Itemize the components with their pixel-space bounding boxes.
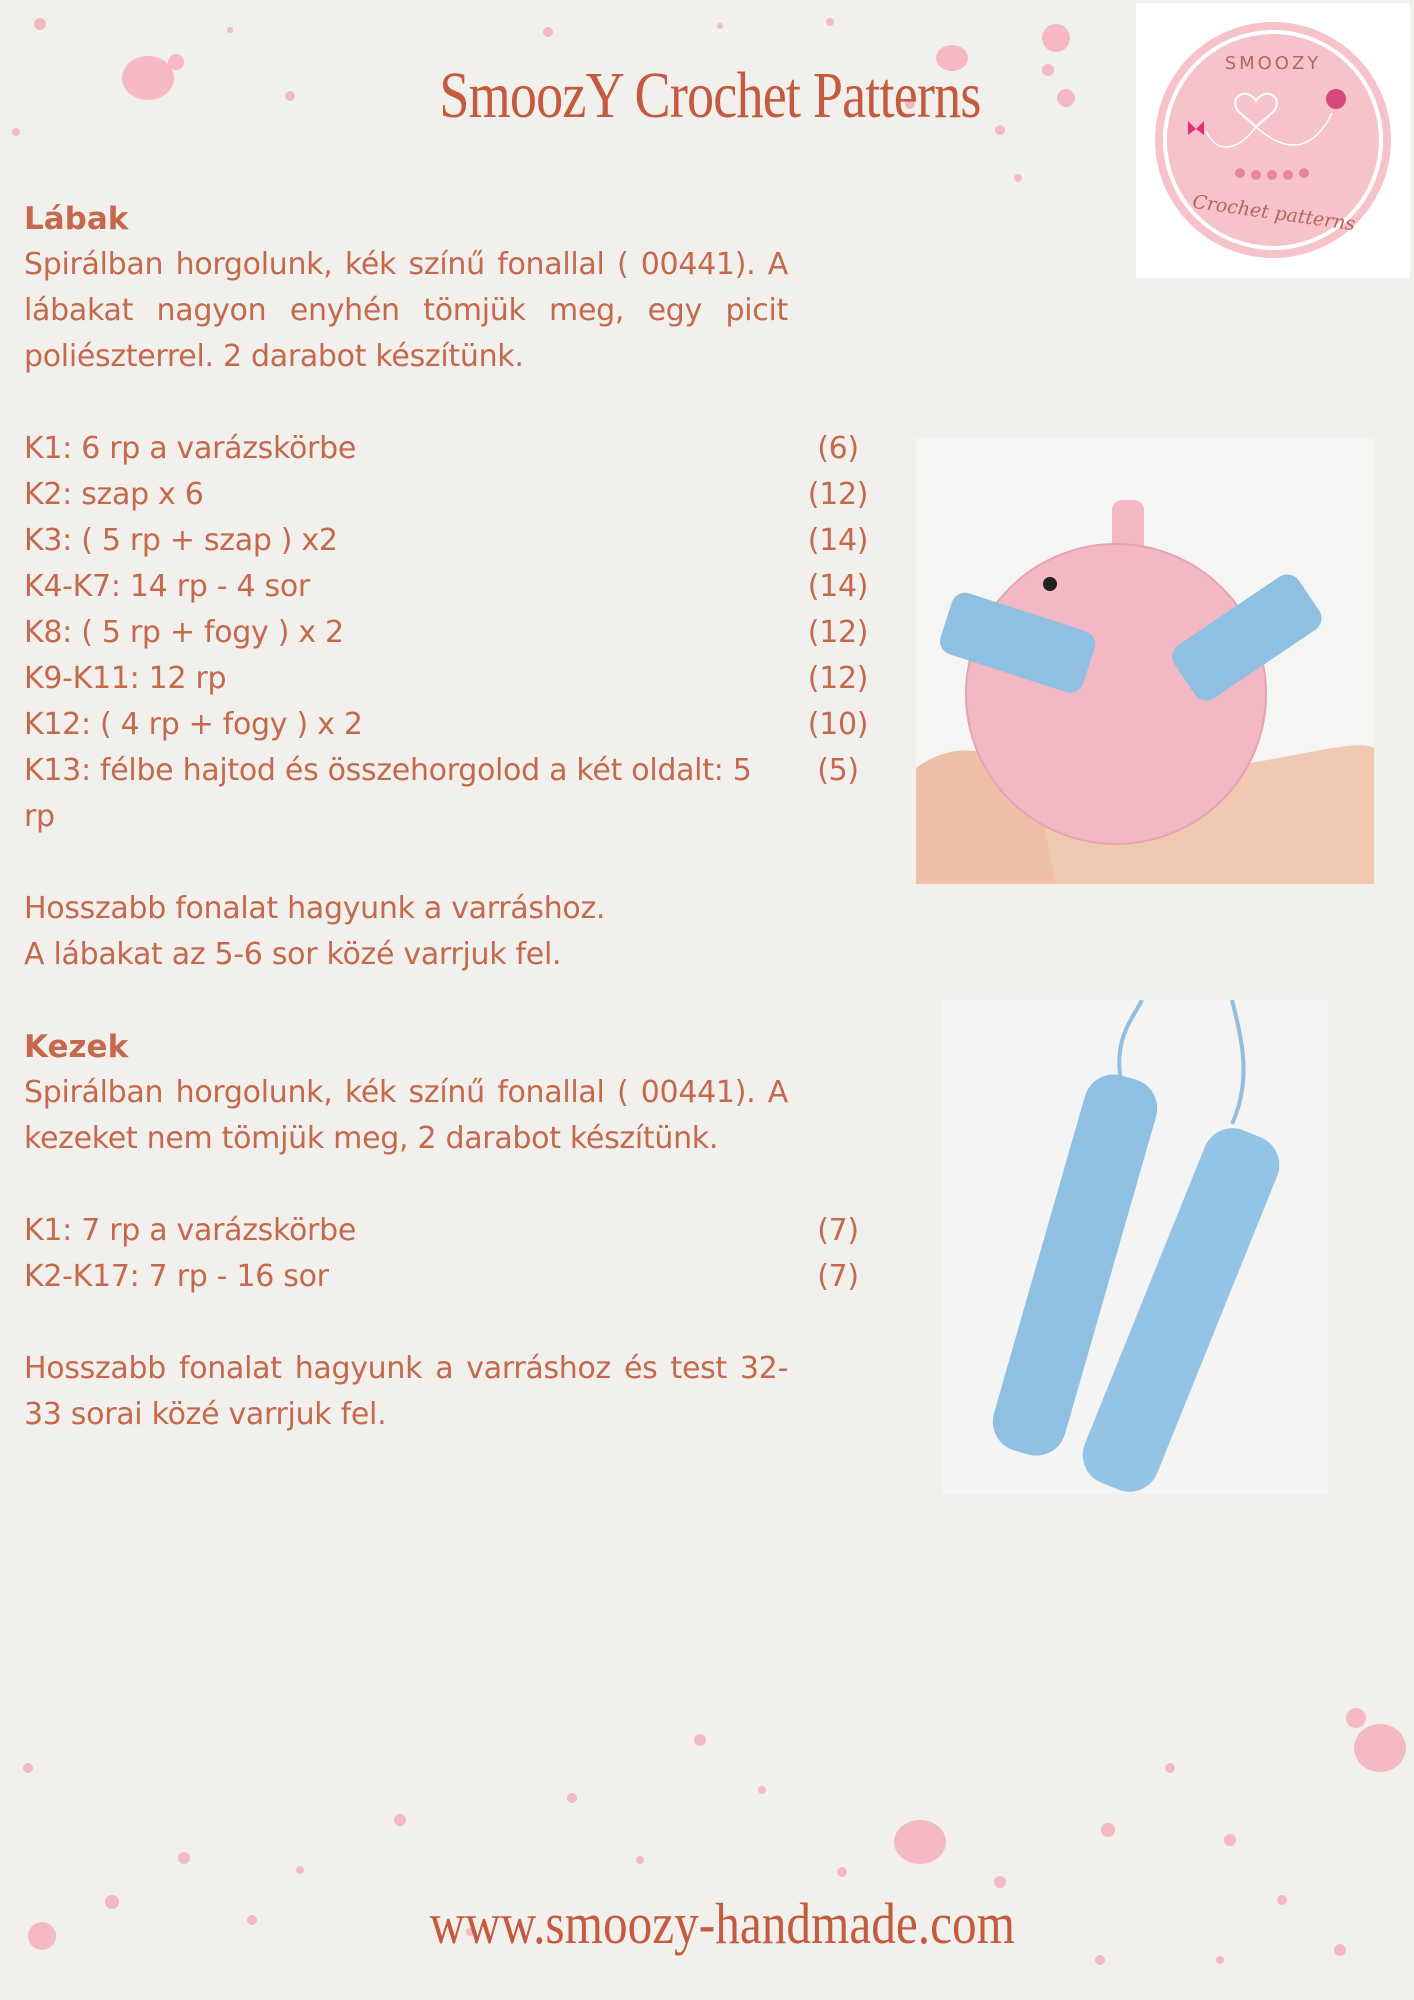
pattern-row: K9-K11: 12 rp (12)	[24, 661, 869, 696]
arms-photo	[942, 1000, 1328, 1494]
pattern-row: K1: 7 rp a varázskörbe (7)	[24, 1213, 859, 1248]
legs-intro: Spirálban horgolunk, kék színű fonallal ( 00441). A lábakat nagyon enyhén tömjük meg, egy picit poliészterrel. 2 darabot készítünk.	[24, 247, 788, 374]
pattern-row: K8: ( 5 rp + fogy ) x 2 (12)	[24, 615, 869, 650]
pattern-row: K1: 6 rp a varázskörbe (6)	[24, 431, 859, 466]
pattern-row: K3: ( 5 rp + szap ) x2 (14)	[24, 523, 869, 558]
legs-rows	[24, 426, 869, 840]
logo-top-text: SMOOZY	[1224, 53, 1322, 74]
pattern-row: K2: szap x 6 (12)	[24, 477, 869, 512]
hands-outro: Hosszabb fonalat hagyunk a varráshoz és test 32-33 sorai közé varrjuk fel.	[24, 1351, 788, 1432]
pattern-row: K13: félbe hajtod és összehorgolod a két oldalt: 5 rp (5)	[24, 753, 859, 834]
hands-heading: Kezek	[24, 1029, 129, 1065]
logo-badge	[1136, 3, 1410, 278]
hands-intro: Spirálban horgolunk, kék színű fonallal ( 00441). A kezeket nem tömjük meg, 2 darabot készítünk.	[24, 1075, 788, 1156]
legs-outro-1: Hosszabb fonalat hagyunk a varráshoz.	[24, 891, 606, 926]
pattern-row: K2-K17: 7 rp - 16 sor (7)	[24, 1259, 859, 1294]
pattern-row: K12: ( 4 rp + fogy ) x 2 (10)	[24, 707, 869, 742]
amigurumi-photo	[916, 438, 1374, 884]
pattern-row: K4-K7: 14 rp - 4 sor (14)	[24, 569, 869, 604]
legs-outro-2: A lábakat az 5-6 sor közé varrjuk fel.	[24, 937, 562, 972]
page-title: SmoozY Crochet Patterns	[439, 59, 981, 132]
legs-heading: Lábak	[24, 201, 129, 237]
logo	[1136, 3, 1410, 278]
hands-rows	[24, 1208, 859, 1300]
footer-url: www.smoozy-handmade.com	[429, 1891, 1016, 1956]
pattern-content	[24, 196, 869, 1438]
logo-bottom-text: Crochet patterns	[1191, 190, 1357, 236]
